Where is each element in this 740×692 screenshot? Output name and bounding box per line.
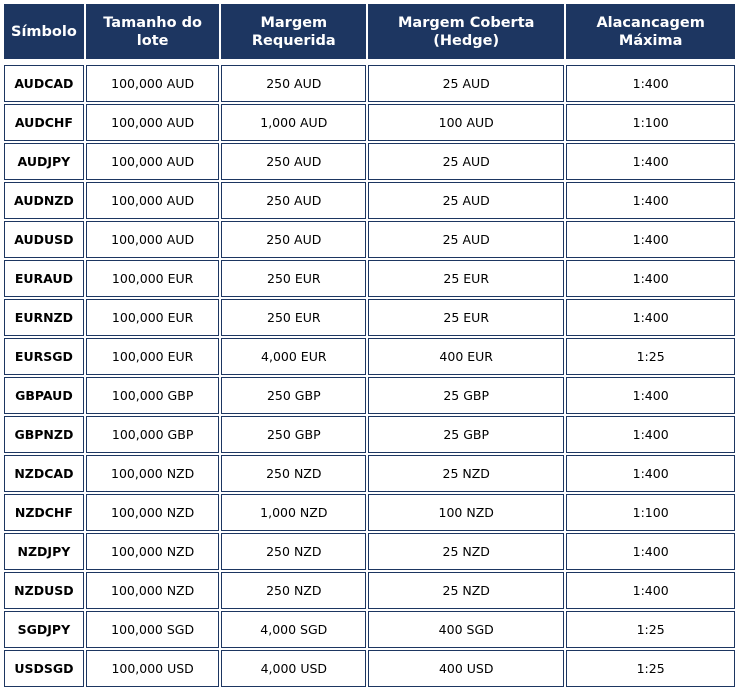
lot-size-cell: 100,000 SGD	[86, 611, 220, 648]
max-leverage-cell: 1:400	[566, 182, 735, 219]
hedged-margin-cell: 100 AUD	[368, 104, 564, 141]
lot-size-cell: 100,000 NZD	[86, 572, 220, 609]
header-hedged-margin: Margem Coberta (Hedge)	[368, 4, 564, 59]
table-row	[4, 338, 735, 375]
hedged-margin-cell: 25 AUD	[368, 182, 564, 219]
hedged-margin-cell: 25 AUD	[368, 221, 564, 258]
symbol-cell: GBPAUD	[4, 377, 84, 414]
table-row	[4, 416, 735, 453]
required-margin-cell: 250 AUD	[221, 182, 366, 219]
lot-size-cell: 100,000 AUD	[86, 221, 220, 258]
required-margin-cell: 250 AUD	[221, 65, 366, 102]
symbol-cell: AUDCAD	[4, 65, 84, 102]
max-leverage-cell: 1:400	[566, 377, 735, 414]
table-row	[4, 533, 735, 570]
hedged-margin-cell: 400 USD	[368, 650, 564, 687]
hedged-margin-cell: 25 AUD	[368, 143, 564, 180]
required-margin-cell: 250 AUD	[221, 221, 366, 258]
hedged-margin-cell: 25 AUD	[368, 65, 564, 102]
symbol-cell: SGDJPY	[4, 611, 84, 648]
header-row	[4, 4, 735, 59]
table-row	[4, 221, 735, 258]
symbol-cell: AUDJPY	[4, 143, 84, 180]
table-row	[4, 494, 735, 531]
required-margin-cell: 250 NZD	[221, 533, 366, 570]
margin-requirements-table	[2, 2, 737, 689]
table-row	[4, 260, 735, 297]
required-margin-cell: 250 AUD	[221, 143, 366, 180]
lot-size-cell: 100,000 AUD	[86, 104, 220, 141]
symbol-cell: AUDNZD	[4, 182, 84, 219]
symbol-cell: AUDUSD	[4, 221, 84, 258]
hedged-margin-cell: 25 NZD	[368, 455, 564, 492]
max-leverage-cell: 1:400	[566, 221, 735, 258]
required-margin-cell: 250 GBP	[221, 377, 366, 414]
table-row	[4, 65, 735, 102]
max-leverage-cell: 1:400	[566, 416, 735, 453]
hedged-margin-cell: 25 NZD	[368, 572, 564, 609]
table-row	[4, 299, 735, 336]
symbol-cell: GBPNZD	[4, 416, 84, 453]
max-leverage-cell: 1:25	[566, 650, 735, 687]
max-leverage-cell: 1:400	[566, 572, 735, 609]
lot-size-cell: 100,000 EUR	[86, 260, 220, 297]
required-margin-cell: 250 EUR	[221, 260, 366, 297]
symbol-cell: EURSGD	[4, 338, 84, 375]
hedged-margin-cell: 25 EUR	[368, 260, 564, 297]
lot-size-cell: 100,000 NZD	[86, 533, 220, 570]
hedged-margin-cell: 25 GBP	[368, 377, 564, 414]
symbol-cell: NZDCAD	[4, 455, 84, 492]
max-leverage-cell: 1:25	[566, 611, 735, 648]
symbol-cell: NZDJPY	[4, 533, 84, 570]
table-row	[4, 377, 735, 414]
lot-size-cell: 100,000 NZD	[86, 455, 220, 492]
lot-size-cell: 100,000 EUR	[86, 338, 220, 375]
lot-size-cell: 100,000 GBP	[86, 416, 220, 453]
header-required-margin: Margem Requerida	[221, 4, 366, 59]
table-header	[4, 4, 735, 63]
header-max-leverage: Alacancagem Máxima	[566, 4, 735, 59]
lot-size-cell: 100,000 EUR	[86, 299, 220, 336]
lot-size-cell: 100,000 NZD	[86, 494, 220, 531]
table-row	[4, 650, 735, 687]
symbol-cell: EURNZD	[4, 299, 84, 336]
max-leverage-cell: 1:400	[566, 299, 735, 336]
symbol-cell: NZDUSD	[4, 572, 84, 609]
required-margin-cell: 250 NZD	[221, 572, 366, 609]
table-row	[4, 455, 735, 492]
max-leverage-cell: 1:400	[566, 143, 735, 180]
table-row	[4, 182, 735, 219]
required-margin-cell: 250 EUR	[221, 299, 366, 336]
max-leverage-cell: 1:400	[566, 65, 735, 102]
required-margin-cell: 250 GBP	[221, 416, 366, 453]
lot-size-cell: 100,000 USD	[86, 650, 220, 687]
header-symbol: Símbolo	[4, 4, 84, 59]
required-margin-cell: 1,000 NZD	[221, 494, 366, 531]
lot-size-cell: 100,000 AUD	[86, 143, 220, 180]
table-row	[4, 572, 735, 609]
table-row	[4, 104, 735, 141]
symbol-cell: AUDCHF	[4, 104, 84, 141]
max-leverage-cell: 1:100	[566, 494, 735, 531]
hedged-margin-cell: 25 EUR	[368, 299, 564, 336]
lot-size-cell: 100,000 AUD	[86, 65, 220, 102]
lot-size-cell: 100,000 AUD	[86, 182, 220, 219]
hedged-margin-cell: 25 NZD	[368, 533, 564, 570]
required-margin-cell: 1,000 AUD	[221, 104, 366, 141]
table-row	[4, 143, 735, 180]
max-leverage-cell: 1:400	[566, 455, 735, 492]
max-leverage-cell: 1:25	[566, 338, 735, 375]
required-margin-cell: 4,000 SGD	[221, 611, 366, 648]
symbol-cell: NZDCHF	[4, 494, 84, 531]
hedged-margin-cell: 400 SGD	[368, 611, 564, 648]
required-margin-cell: 250 NZD	[221, 455, 366, 492]
hedged-margin-cell: 400 EUR	[368, 338, 564, 375]
required-margin-cell: 4,000 USD	[221, 650, 366, 687]
symbol-cell: EURAUD	[4, 260, 84, 297]
table-body	[4, 65, 735, 687]
hedged-margin-cell: 100 NZD	[368, 494, 564, 531]
max-leverage-cell: 1:400	[566, 533, 735, 570]
symbol-cell: USDSGD	[4, 650, 84, 687]
max-leverage-cell: 1:400	[566, 260, 735, 297]
table-row	[4, 611, 735, 648]
lot-size-cell: 100,000 GBP	[86, 377, 220, 414]
header-lot-size: Tamanho do lote	[86, 4, 220, 59]
hedged-margin-cell: 25 GBP	[368, 416, 564, 453]
max-leverage-cell: 1:100	[566, 104, 735, 141]
required-margin-cell: 4,000 EUR	[221, 338, 366, 375]
